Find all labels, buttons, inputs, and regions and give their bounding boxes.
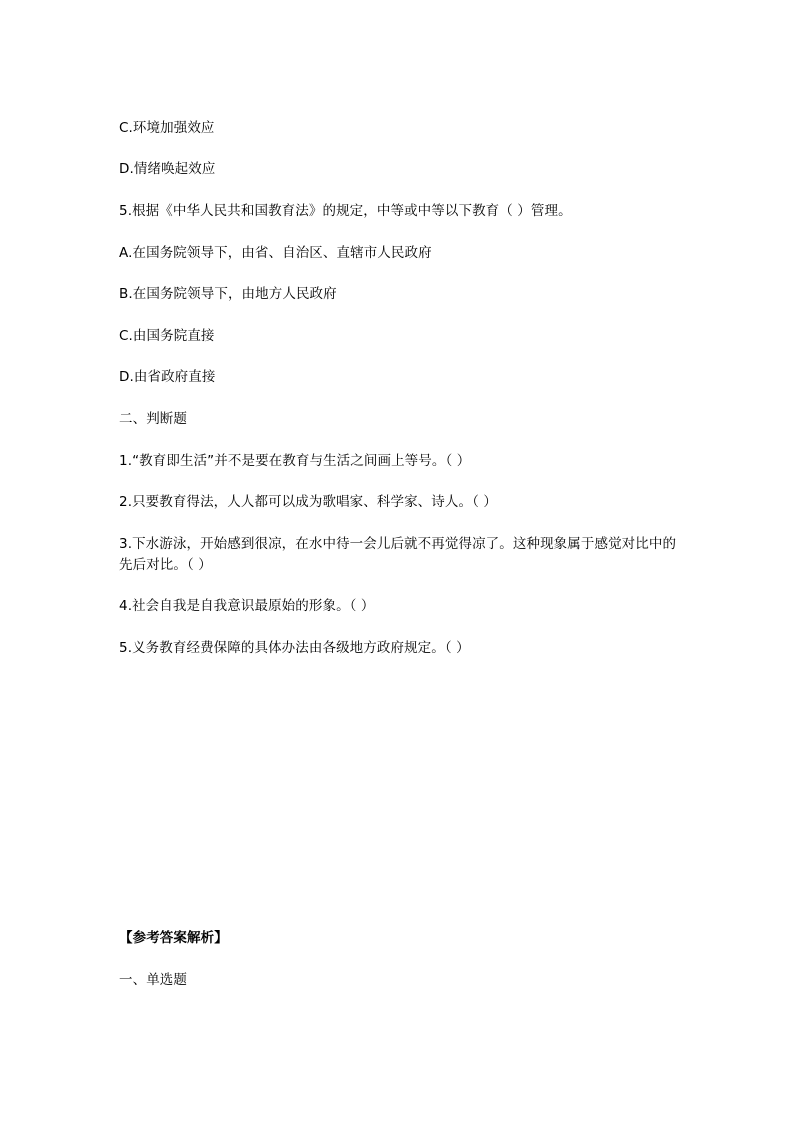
judgment-item-4: 4.社会自我是自我意识最原始的形象。（ ）	[119, 598, 375, 614]
option-c-q4: C.环境加强效应	[119, 120, 215, 136]
judgment-item-1: 1.“教育即生活”并不是要在教育与生活之间画上等号。（ ）	[119, 453, 471, 469]
question-5-option-d: D.由省政府直接	[119, 369, 216, 385]
option-d-q4: D.情绪唤起效应	[119, 161, 216, 177]
judgment-item-2: 2.只要教育得法，人人都可以成为歌唱家、科学家、诗人。（ ）	[119, 494, 497, 510]
question-5-option-b: B.在国务院领导下，由地方人民政府	[119, 286, 337, 302]
judgment-item-5: 5.义务教育经费保障的具体办法由各级地方政府规定。（ ）	[119, 640, 470, 656]
question-5-option-a: A.在国务院领导下，由省、自治区、直辖市人民政府	[119, 245, 432, 261]
section-heading-judgment: 二、判断题	[119, 411, 187, 427]
judgment-item-3: 3.下水游泳，开始感到很凉，在水中待一会儿后就不再觉得凉了。这种现象属于感觉对比中的先后对比。（ ）	[119, 536, 677, 573]
question-5-option-c: C.由国务院直接	[119, 328, 215, 344]
answers-subheading: 一、单选题	[119, 972, 187, 988]
question-5-stem: 5.根据《中华人民共和国教育法》的规定，中等或中等以下教育（ ）管理。	[119, 203, 572, 219]
answers-heading: 【参考答案解析】	[119, 930, 228, 946]
